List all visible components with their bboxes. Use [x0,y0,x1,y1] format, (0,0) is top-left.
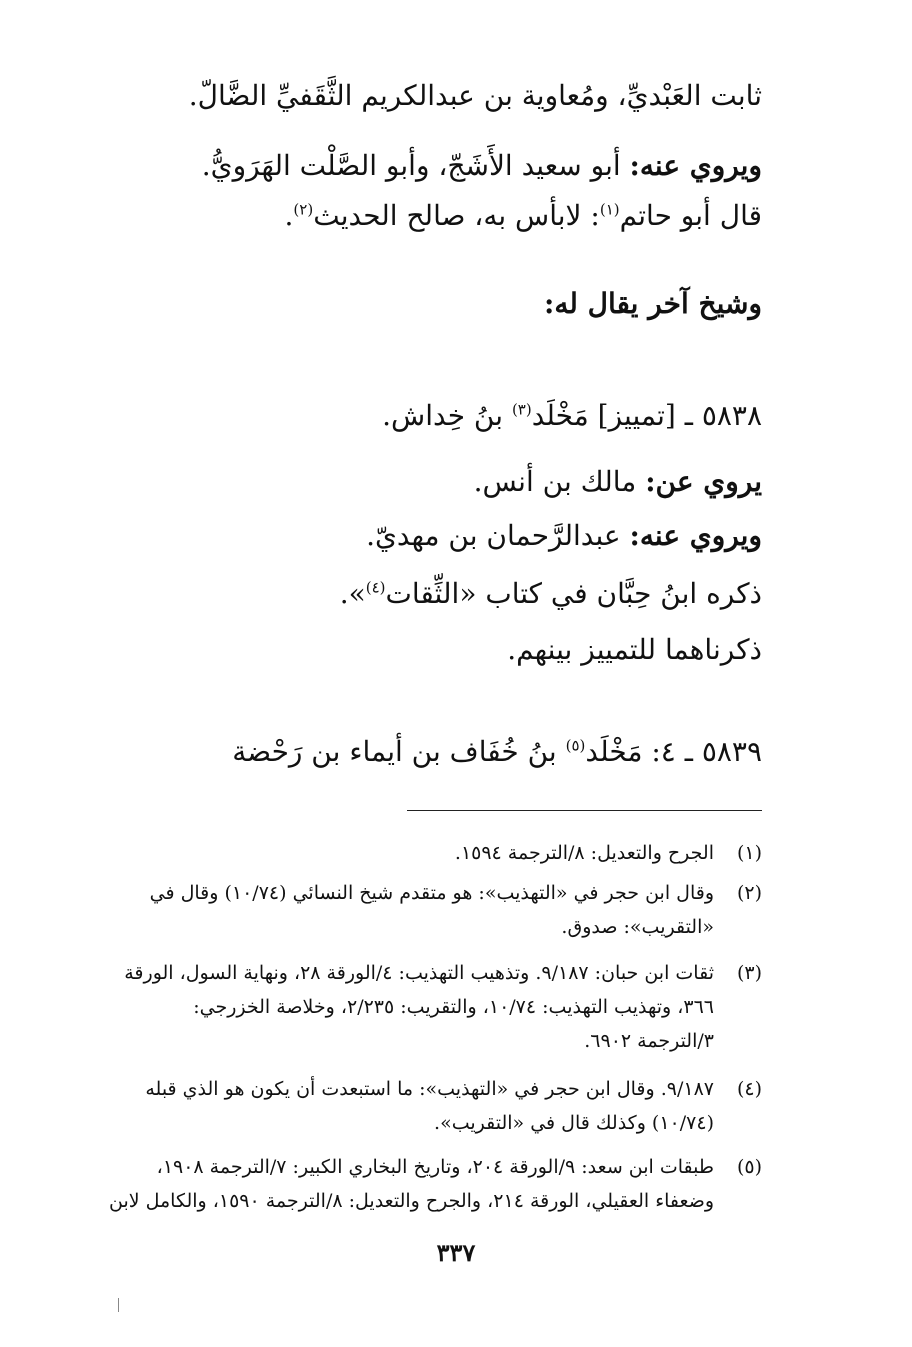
entry-5838-ibn-hibban [340,574,762,614]
footnote-1 [130,836,762,870]
entry-title-text: بنُ خُفَاف بن أيماء بن رَحْضة [232,735,566,768]
footnote-line: ثقات ابن حبان: ٩/١٨٧. وتذهيب التهذيب: ٤/الورقة ٢٨، ونهاية السول، الورقة [124,962,714,984]
scan-mark [118,1298,119,1312]
footnote-separator [407,810,762,811]
line-text: ». [339,577,366,610]
continuation-line [189,76,762,116]
footnote-ref[interactable]: (٥) [565,736,586,755]
footnote-number: (٤) [736,1078,762,1100]
footnote-line: (١٠/٧٤) وكذلك قال في «التقريب». [434,1112,714,1134]
footnote-5 [108,1150,762,1218]
footnote-line: ٣٦٦، وتهذيب التهذيب: ١٠/٧٤، والتقريب: ٢/٢٣٥، وخلاصة الخزرجي: [193,996,714,1018]
footnote-body [108,1150,714,1218]
footnote-number: (٥) [736,1156,762,1178]
footnote-number: (١) [736,842,762,864]
entry-5838-narrated-by [366,516,762,556]
footnote-ref[interactable]: (٤) [365,578,386,597]
entry-5838-title [382,396,762,436]
footnote-body [130,836,714,870]
footnote-number: (٣) [736,962,762,984]
footnote-line: الجرح والتعديل: ٨/الترجمة ١٥٩٤. [454,842,714,864]
footnote-2 [130,876,762,944]
narrates-from-label: يروي عن: [645,465,762,498]
footnote-line: «التقريب»: صدوق. [561,916,714,938]
entry-title-text: ٥٨٣٩ ـ ٤: مَخْلَد [585,735,762,768]
footnote-ref[interactable]: (١) [599,200,620,219]
footnote-line: ٩/١٨٧. وقال ابن حجر في «التهذيب»: ما استبعدت أن يكون هو الذي قبله [145,1078,714,1100]
narrated-by-text: عبدالرَّحمان بن مهديّ. [366,519,630,552]
footnote-line: وضعفاء العقيلي، الورقة ٢١٤، والجرح والتعديل: ٨/الترجمة ١٥٩٠، والكامل لابن [108,1190,714,1212]
entry-5839-title [232,732,762,772]
footnote-line: وقال ابن حجر في «التهذيب»: هو متقدم شيخ النسائي (١٠/٧٤) وقال في [149,882,714,904]
entry-5838-narrates-from [474,462,762,502]
footnote-line: ٣/الترجمة ٦٩٠٢. [584,1030,714,1052]
footnote-number: (٢) [736,882,762,904]
footnote-line: طبقات ابن سعد: ٩/الورقة ٢٠٤، وتاريخ البخاري الكبير: ٧/الترجمة ١٩٠٨، [156,1156,714,1178]
line-text: قال أبو حاتم [619,199,762,232]
footnote-body [124,956,714,1058]
line-text: ذكرناهما للتمييز بينهم. [507,633,762,666]
heading-text: وشيخ آخر يقال له: [544,287,762,320]
footnote-body [130,876,714,944]
footnote-3 [124,956,762,1058]
abu-hatim-line [285,196,762,236]
narrators-text: أبو سعيد الأَشَجّ، وأبو الصَّلْت الهَرَويُّ. [201,149,630,182]
page-number: ٣٣٧ [436,1238,476,1267]
line-text: ثابت العَبْديِّ، ومُعاوية بن عبدالكريم الثَّقَفيِّ الضَّالّ. [188,79,762,112]
narrated-by-label: ويروي عنه: [629,519,762,552]
line-text: . [284,199,294,232]
footnote-ref[interactable]: (٣) [511,400,532,419]
footnote-4 [130,1072,762,1140]
line-text: : لابأس به، صالح الحديث [313,199,600,232]
section-heading [544,284,762,324]
entry-title-text: بنُ خِداش. [382,399,512,432]
entry-title-text: ٥٨٣٨ ـ [تمييز] مَخْلَد [531,399,762,432]
narrates-from-text: مالك بن أنس. [473,465,646,498]
footnote-ref[interactable]: (٢) [293,200,314,219]
narrators-label: ويروي عنه: [629,149,762,182]
entry-5838-note [507,630,762,670]
line-text: ذكره ابنُ حِبَّان في كتاب «الثِّقات [385,577,762,610]
footnote-body [130,1072,714,1140]
narrators-from-him-line [202,146,762,186]
